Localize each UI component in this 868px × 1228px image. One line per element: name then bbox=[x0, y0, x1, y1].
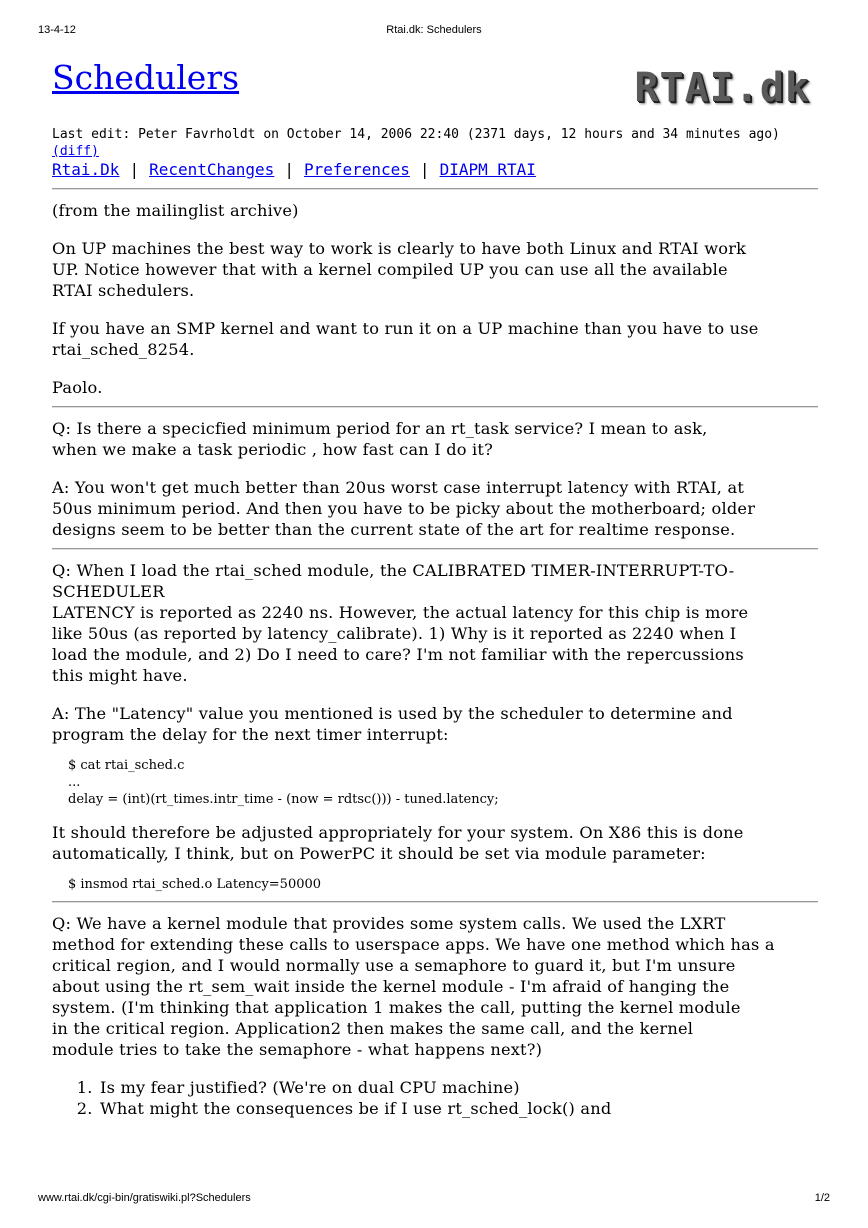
page-title-link[interactable]: Schedulers bbox=[52, 58, 240, 97]
wiki-page bbox=[52, 58, 818, 1119]
section-latency bbox=[52, 560, 818, 893]
paragraph: If you have an SMP kernel and want to run it on a UP machine than you have to use rtai_sched_8254. bbox=[52, 319, 759, 359]
print-page-title: Rtai.dk: Schedulers bbox=[386, 24, 482, 36]
divider bbox=[52, 901, 818, 903]
nav-link-rtai-dk[interactable]: Rtai.Dk bbox=[52, 160, 120, 179]
question: Q: We have a kernel module that provides some system calls. We used the LXRT method for extending these calls to userspace apps. We have one method which has a critical region, and I would normally use a semaphore to guard it, but I'm unsure about using the rt_sem_wait inside the kernel module - I'm afraid of hanging the system. (I'm thinking that application 1 makes the call, putting the kernel module in the critical region. Application2 then makes the same call, and the kernel module tries to take the semaphore - what happens next?) bbox=[52, 914, 775, 1059]
list-item: 2. What might the consequences be if I use rt_sched_lock() and bbox=[98, 1098, 818, 1119]
divider bbox=[52, 548, 818, 550]
last-edit-info bbox=[52, 126, 818, 160]
print-header bbox=[38, 24, 830, 38]
nav-links bbox=[52, 160, 818, 180]
nav-separator: | bbox=[419, 160, 430, 179]
print-footer bbox=[38, 1192, 830, 1206]
nav-link-recent-changes[interactable]: RecentChanges bbox=[149, 160, 275, 179]
diff-link[interactable]: (diff) bbox=[52, 144, 99, 159]
last-edit-text: Last edit: Peter Favrholdt on October 14, 2006 22:40 (2371 days, 12 hours and 34 minutes ago) bbox=[52, 127, 780, 142]
print-date: 13-4-12 bbox=[38, 24, 76, 36]
answer: A: You won't get much better than 20us worst case interrupt latency with RTAI, at 50us minimum period. And then you have to be picky about the motherboard; older designs seem to be better than the current state of the art for realtime response. bbox=[52, 478, 756, 539]
paragraph: On UP machines the best way to work is clearly to have both Linux and RTAI work UP. Notice however that with a kernel compiled UP you can use all the available RTAI schedulers. bbox=[52, 239, 747, 300]
section-semaphore bbox=[52, 913, 818, 1119]
nav-separator: | bbox=[284, 160, 294, 179]
paragraph: Paolo. bbox=[52, 378, 103, 397]
divider bbox=[52, 406, 818, 408]
section-up-machines bbox=[52, 200, 818, 398]
question: Q: Is there a specicfied minimum period for an rt_task service? I mean to ask, when we make a task periodic , how fast can I do it? bbox=[52, 419, 708, 459]
paragraph: (from the mailinglist archive) bbox=[52, 201, 299, 220]
print-page-number: 1/2 bbox=[814, 1192, 830, 1204]
divider bbox=[52, 188, 818, 190]
question: Q: When I load the rtai_sched module, the CALIBRATED TIMER-INTERRUPT-TO-SCHEDULER LATENCY is reported as 2240 ns. However, the actual latency for this chip is more like 50us (as reported by latency_calibrate). 1) Why is it reported as 2240 when I load the module, and 2) Do I need to care? I'm not familiar with the repercussions this might have. bbox=[52, 561, 749, 685]
list-item: 1. Is my fear justified? (We're on dual CPU machine) bbox=[98, 1077, 818, 1098]
nav-link-diapm-rtai[interactable]: DIAPM RTAI bbox=[439, 160, 536, 179]
answer: A: The "Latency" value you mentioned is used by the scheduler to determine and program the delay for the next timer interrupt: bbox=[52, 704, 733, 744]
paragraph: It should therefore be adjusted appropriately for your system. On X86 this is done automatically, I think, but on PowerPC it should be set via module parameter: bbox=[52, 823, 744, 863]
section-minimum-period bbox=[52, 418, 818, 540]
nav-separator: | bbox=[129, 160, 140, 179]
question-list bbox=[52, 1077, 818, 1119]
title-row bbox=[52, 58, 818, 111]
print-url: www.rtai.dk/cgi-bin/gratiswiki.pl?Schedulers bbox=[38, 1192, 251, 1204]
rtai-logo[interactable]: RTAI.dk bbox=[634, 65, 810, 111]
code-block: $ cat rtai_sched.c ... delay = (int)(rt_times.intr_time - (now = rdtsc())) - tuned.latency; bbox=[68, 758, 499, 807]
nav-link-preferences[interactable]: Preferences bbox=[303, 160, 410, 179]
code-block: $ insmod rtai_sched.o Latency=50000 bbox=[68, 877, 322, 892]
